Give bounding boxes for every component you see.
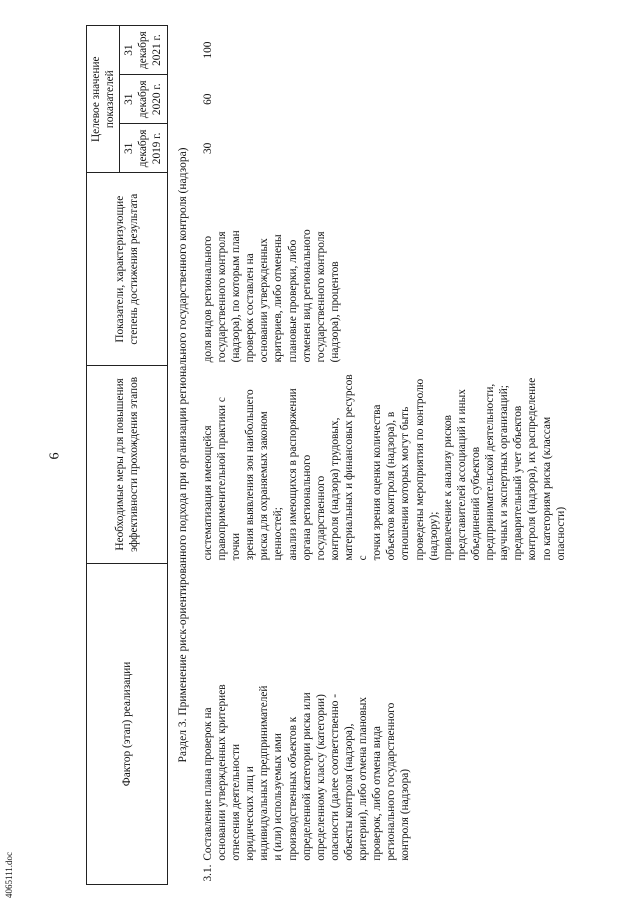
page-number: 6 — [47, 452, 63, 460]
indicators-line: (надзора), по которым план — [230, 230, 243, 363]
cell-factor — [198, 563, 571, 884]
measures-text — [201, 368, 568, 560]
measures-line: материальных и финансовых ресурсов с — [343, 374, 370, 561]
header-indicators: Показатели, характеризующие степень достижения результата — [87, 173, 168, 365]
factor-line: и (или) используемых ими — [272, 733, 285, 861]
measures-line: по категориям риска (классам — [540, 416, 553, 561]
factor-line: индивидуальных предпринимателей — [258, 685, 271, 861]
header-year-2021: 31 декабря 2021 г. — [120, 26, 167, 75]
indicators-line: (надзора), процентов — [328, 261, 341, 363]
section-title: Раздел 3. Применение риск-ориентированного подхода при организации регионального государственного контроля (надзора) — [176, 147, 189, 763]
measures-line: научных и экспертных организаций; — [498, 385, 511, 561]
factor-line: определенной категории риска или — [300, 692, 313, 861]
factor-line: отнесения деятельности — [230, 743, 243, 861]
indicators-line: плановые проверки, либо — [286, 239, 299, 363]
measures-line: объектов контроля (надзора), в — [385, 411, 398, 561]
factor-line: проверок, либо отмена вида — [371, 726, 384, 861]
measures-line: представителей ассоциаций и иных — [455, 389, 468, 561]
measures-line: правоприменительной практики с точки — [216, 397, 243, 561]
measures-line: зрения выявления зон наибольшего — [244, 389, 257, 561]
factor-line: опасности (далее соответственно - — [328, 694, 341, 861]
header-factor: Фактор (этап) реализации — [87, 563, 168, 884]
factor-line: основании утвержденных критериев — [216, 684, 229, 861]
target-2020: 60 — [201, 93, 214, 105]
measures-line: риска для охраняемых законом — [258, 411, 271, 561]
factor-line: объекты контроля (надзора), — [343, 723, 356, 861]
footer-filename: 4065111.doc — [4, 851, 15, 899]
cell-indicators — [198, 173, 571, 365]
indicators-line: критериев, либо отменены — [272, 234, 285, 363]
indicators-line: доля видов регионального — [201, 235, 214, 363]
cell-measures — [198, 365, 571, 563]
factor-line: определенному классу (категории) — [314, 694, 327, 861]
measures-line: объединений субъектов — [470, 446, 482, 561]
table-container — [86, 25, 640, 885]
measures-line: опасности) — [554, 506, 567, 561]
measures-line: отношении которых могут быть — [399, 406, 412, 561]
measures-line: анализ имеющихся в распоряжении — [286, 388, 299, 561]
rotated-sheet — [86, 25, 640, 885]
header-target: Целевое значение показателей — [87, 26, 120, 173]
measures-table — [86, 25, 571, 885]
measures-line: систематизация имеющейся — [201, 425, 214, 561]
measures-line: точки зрения оценки количества — [371, 404, 384, 561]
indicators-line: проверок составлен на — [244, 253, 257, 363]
factor-line: юридических лиц и — [244, 766, 257, 861]
measures-line: привлечение к анализу рисков — [441, 414, 454, 561]
row-number: 3.1. — [201, 864, 214, 882]
measures-line: ценностей; — [272, 507, 285, 561]
measures-line: проведены мероприятия по контролю — [413, 378, 426, 561]
measures-line: предпринимательской деятельности, — [484, 383, 497, 561]
factor-line: производственных объектов к — [286, 716, 299, 861]
indicators-line: основании утвержденных — [258, 238, 271, 363]
target-2021: 100 — [201, 41, 214, 59]
factor-line: контроля (надзора) — [399, 769, 412, 861]
measures-line: предварительный учет объектов — [512, 405, 525, 561]
indicators-line: отменен вид регионального — [300, 229, 313, 363]
header-measures: Необходимые меры для повышения эффективности прохождения этапов — [87, 365, 168, 563]
target-2019: 30 — [201, 142, 214, 155]
indicators-text — [201, 176, 342, 362]
table-row — [198, 26, 571, 885]
factor-line: критерии), либо отмена плановых — [357, 697, 370, 861]
header-year-2020: 31 декабря 2020 г. — [120, 75, 167, 124]
indicators-line: государственного контроля — [314, 231, 327, 363]
header-year-2019: 31 декабря 2019 г. — [120, 124, 167, 173]
measures-line: органа регионального государственного — [300, 454, 327, 561]
factor-line: Составление плана проверок на — [201, 707, 214, 861]
measures-line: контроля (надзора), их распределение — [526, 377, 539, 561]
measures-line: контроля (надзора) трудовых, — [328, 417, 341, 561]
indicators-line: государственного контроля — [216, 231, 229, 363]
factor-line: регионального государственного — [385, 702, 398, 861]
measures-line: (надзору); — [427, 511, 440, 561]
factor-text — [201, 596, 413, 861]
